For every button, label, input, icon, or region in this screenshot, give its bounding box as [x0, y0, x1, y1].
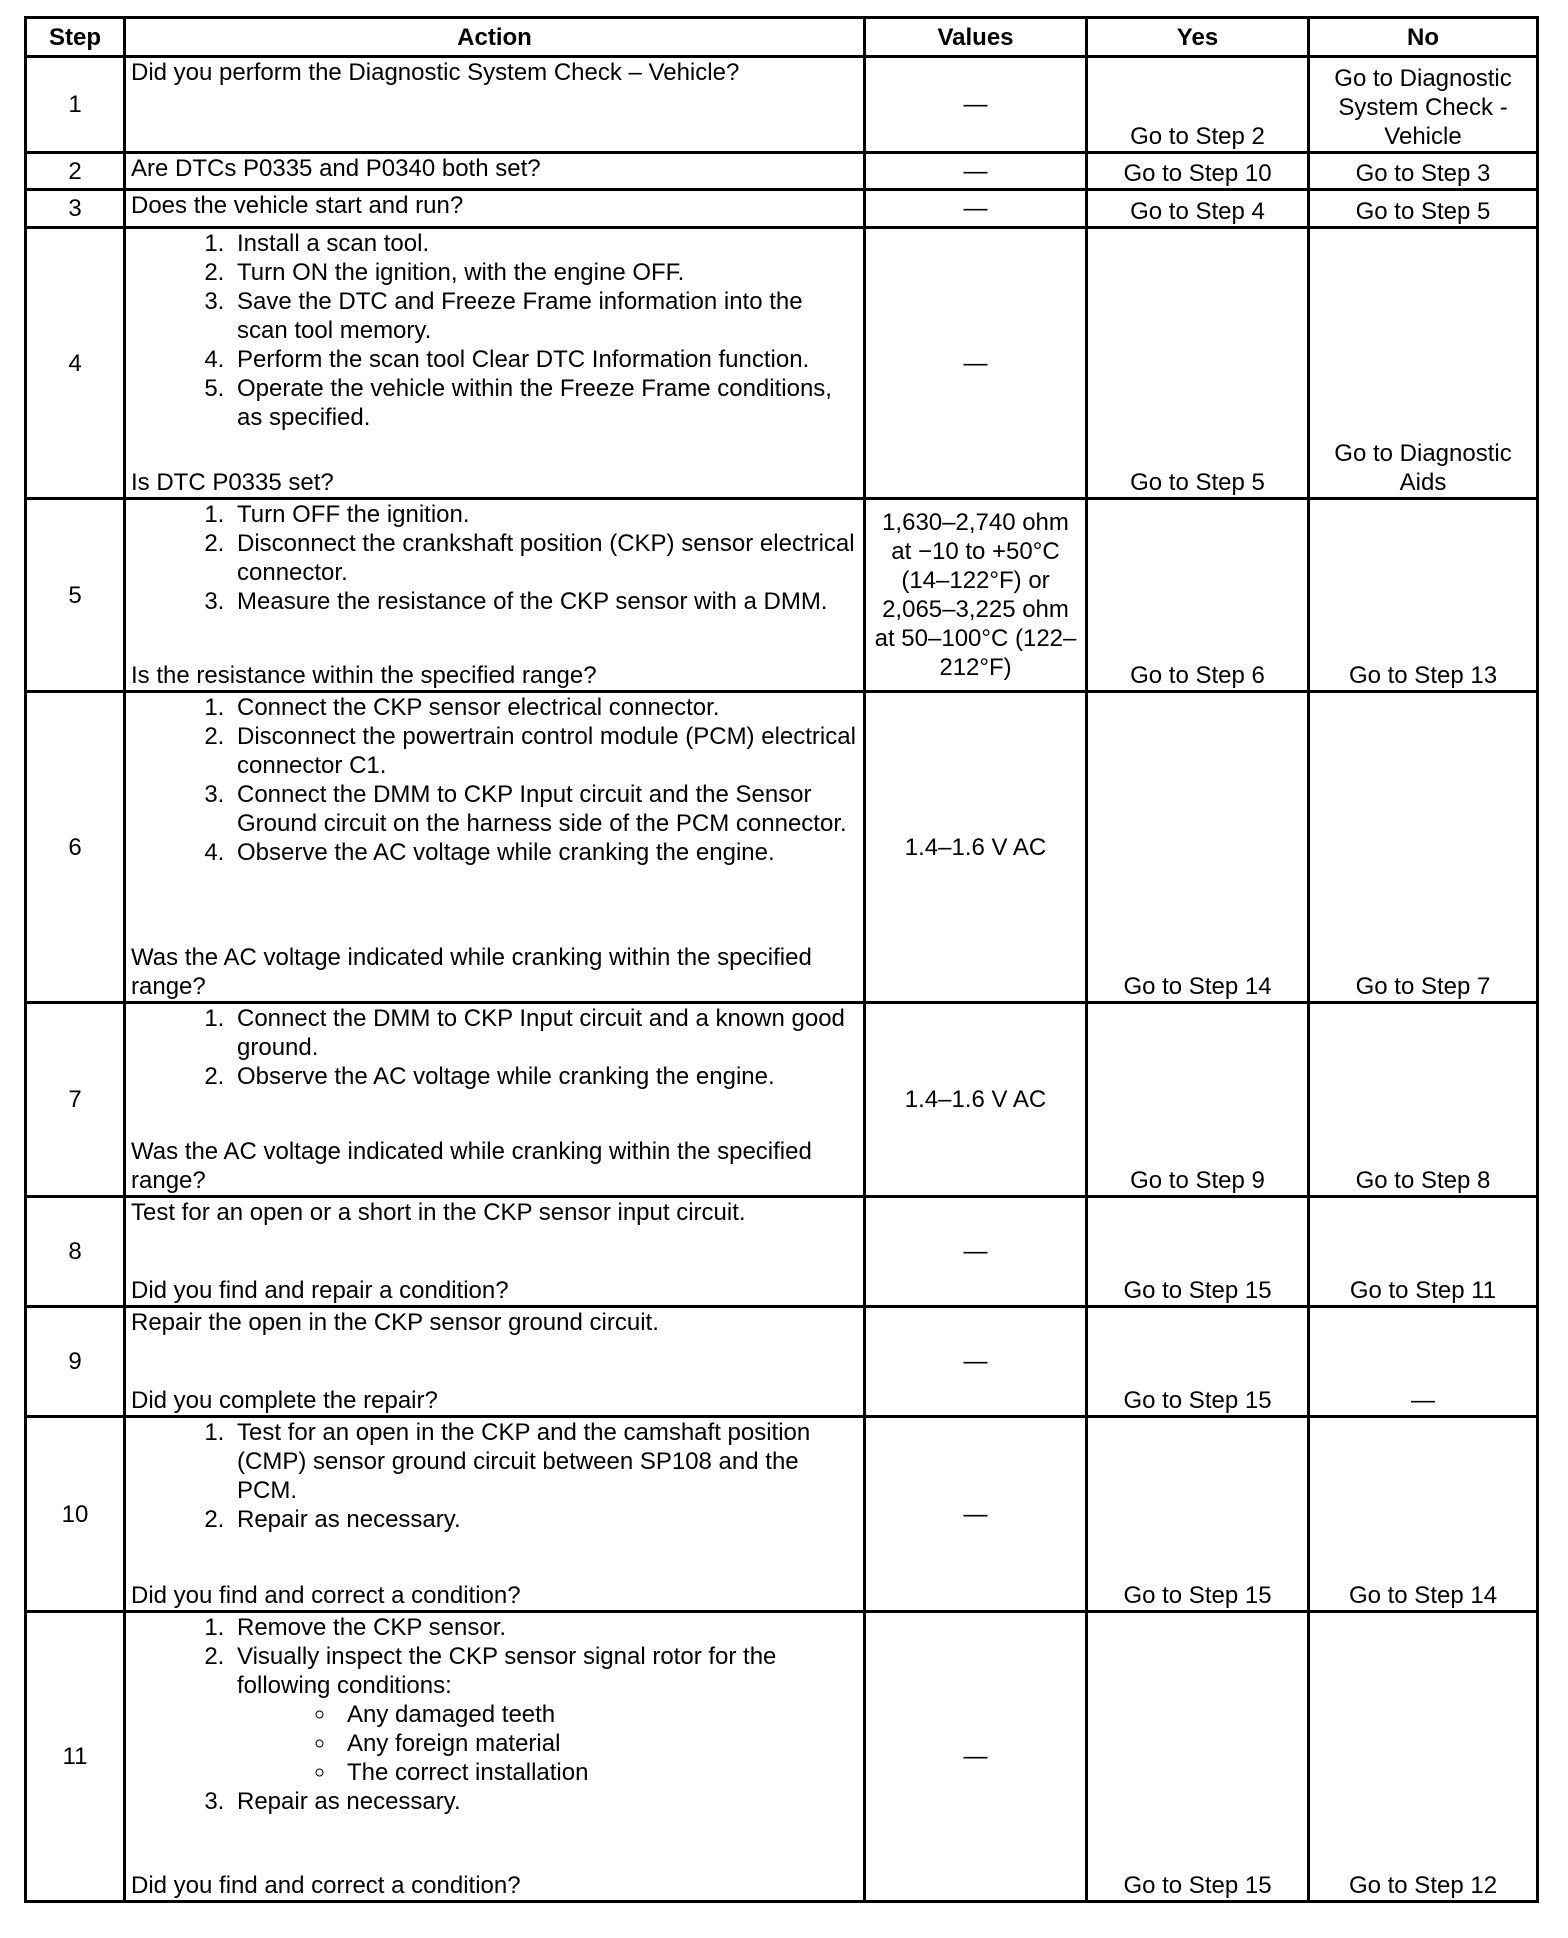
action-step [231, 838, 858, 867]
action-step-text: Turn ON the ignition, with the engine OFF. [237, 259, 685, 286]
yes-cell: Go to Step 15 [1087, 1417, 1309, 1612]
action-content [131, 191, 858, 226]
condition-item: ◦ Any damaged teeth [337, 1700, 858, 1729]
values-cell: 1,630–2,740 ohm at −10 to +50°C (14–122°F) or 2,065–3,225 ohm at 50–100°C (122–212°F) [865, 499, 1087, 692]
yes-cell: Go to Step 2 [1087, 57, 1309, 153]
action-cell [125, 153, 865, 190]
action-cell [125, 57, 865, 153]
values-cell: — [865, 228, 1087, 499]
header-no: No [1309, 18, 1538, 57]
yes-cell: Go to Step 4 [1087, 190, 1309, 228]
action-body [131, 1418, 858, 1534]
action-step-text: Test for an open in the CKP and the camshaft position (CMP) sensor ground circuit between SP108 and the PCM. [237, 1419, 811, 1504]
action-step [231, 500, 858, 529]
table-row [26, 190, 1538, 228]
action-cell [125, 190, 865, 228]
yes-cell: Go to Step 15 [1087, 1197, 1309, 1307]
action-content [131, 229, 858, 497]
no-cell: Go to Step 11 [1309, 1197, 1538, 1307]
yes-cell: Go to Step 9 [1087, 1003, 1309, 1197]
action-step-text: Visually inspect the CKP sensor signal rotor for the following conditions: [237, 1643, 777, 1699]
table-row [26, 153, 1538, 190]
action-steps-list [131, 1613, 858, 1816]
action-step-text: Repair as necessary. [237, 1506, 461, 1533]
action-body [131, 693, 858, 867]
yes-cell: Go to Step 14 [1087, 692, 1309, 1003]
action-question: Did you find and repair a condition? [131, 1277, 509, 1304]
action-step [231, 1613, 858, 1642]
action-body [131, 1004, 858, 1091]
step-number: 5 [26, 499, 125, 692]
table-row [26, 499, 1538, 692]
action-step-text: Operate the vehicle within the Freeze Frame conditions, as specified. [237, 375, 832, 431]
action-step-text: Save the DTC and Freeze Frame information into the scan tool memory. [237, 288, 803, 344]
action-cell [125, 1197, 865, 1307]
values-cell: 1.4–1.6 V AC [865, 1003, 1087, 1197]
action-content [131, 1004, 858, 1195]
action-body [131, 1613, 858, 1816]
condition-item: ◦ The correct installation [337, 1758, 858, 1787]
action-cell [125, 692, 865, 1003]
action-step [231, 780, 858, 838]
action-step-text: Repair as necessary. [237, 1788, 461, 1815]
action-step-text: Install a scan tool. [237, 230, 430, 257]
action-step [231, 693, 858, 722]
step-number: 11 [26, 1612, 125, 1902]
table-row [26, 1197, 1538, 1307]
action-step [231, 1062, 858, 1091]
action-step [231, 229, 858, 258]
no-cell: — [1309, 1307, 1538, 1417]
action-content [131, 693, 858, 1001]
yes-cell: Go to Step 6 [1087, 499, 1309, 692]
no-cell: Go to Step 12 [1309, 1612, 1538, 1902]
action-step-text: Observe the AC voltage while cranking the engine. [237, 1063, 775, 1090]
action-step [231, 287, 858, 345]
action-cell [125, 1612, 865, 1902]
action-content [131, 1308, 858, 1415]
action-body [131, 1198, 858, 1227]
step-number: 7 [26, 1003, 125, 1197]
action-step-text: Connect the DMM to CKP Input circuit and the Sensor Ground circuit on the harness side of the PCM connector. [237, 781, 847, 837]
action-question: Was the AC voltage indicated while cranking within the specified range? [131, 1138, 812, 1194]
action-cell [125, 1417, 865, 1612]
action-step [231, 529, 858, 587]
action-step [231, 1505, 858, 1534]
table-row [26, 228, 1538, 499]
values-cell: — [865, 57, 1087, 153]
action-body [131, 191, 858, 220]
action-question: Did you find and correct a condition? [131, 1872, 521, 1899]
action-body [131, 154, 858, 183]
header-yes: Yes [1087, 18, 1309, 57]
action-intro: Did you perform the Diagnostic System Check – Vehicle? [131, 59, 740, 86]
action-content [131, 154, 858, 188]
header-action: Action [125, 18, 865, 57]
step-number: 3 [26, 190, 125, 228]
action-step-text: Measure the resistance of the CKP sensor with a DMM. [237, 588, 828, 615]
action-intro: Test for an open or a short in the CKP sensor input circuit. [131, 1199, 746, 1226]
table-row [26, 1612, 1538, 1902]
action-step [231, 1418, 858, 1505]
action-step-text: Observe the AC voltage while cranking the engine. [237, 839, 775, 866]
table-row [26, 1307, 1538, 1417]
step-number: 9 [26, 1307, 125, 1417]
action-question: Is DTC P0335 set? [131, 469, 334, 496]
yes-cell: Go to Step 10 [1087, 153, 1309, 190]
yes-cell: Go to Step 15 [1087, 1307, 1309, 1417]
action-question: Is the resistance within the specified range? [131, 662, 597, 689]
action-content [131, 500, 858, 690]
action-step [231, 587, 858, 616]
action-step [231, 345, 858, 374]
values-cell: — [865, 1612, 1087, 1902]
values-cell: 1.4–1.6 V AC [865, 692, 1087, 1003]
condition-item: ◦ Any foreign material [337, 1729, 858, 1758]
action-steps-list [131, 693, 858, 867]
action-step-text: Disconnect the powertrain control module (PCM) electrical connector C1. [237, 723, 856, 779]
action-body [131, 500, 858, 616]
action-step [231, 1004, 858, 1062]
action-step-text: Connect the DMM to CKP Input circuit and a known good ground. [237, 1005, 845, 1061]
action-step-text: Connect the CKP sensor electrical connector. [237, 694, 720, 721]
step-number: 6 [26, 692, 125, 1003]
action-body [131, 58, 858, 87]
action-cell [125, 499, 865, 692]
yes-cell: Go to Step 5 [1087, 228, 1309, 499]
action-content [131, 1198, 858, 1305]
action-step-text: Disconnect the crankshaft position (CKP) sensor electrical connector. [237, 530, 855, 586]
table-row [26, 57, 1538, 153]
step-number: 2 [26, 153, 125, 190]
action-content [131, 1613, 858, 1900]
action-body [131, 229, 858, 432]
diagnostic-table [24, 16, 1539, 1903]
no-cell: Go to Diagnostic System Check - Vehicle [1309, 57, 1538, 153]
action-body [131, 1308, 858, 1337]
values-cell: — [865, 1307, 1087, 1417]
header-step: Step [26, 18, 125, 57]
step-number: 8 [26, 1197, 125, 1307]
action-question: Did you complete the repair? [131, 1387, 438, 1414]
action-step-text: Remove the CKP sensor. [237, 1614, 507, 1641]
action-cell [125, 1003, 865, 1197]
action-content [131, 1418, 858, 1610]
action-steps-list [131, 500, 858, 616]
values-cell: — [865, 1197, 1087, 1307]
action-step-text: Turn OFF the ignition. [237, 501, 470, 528]
action-intro: Are DTCs P0335 and P0340 both set? [131, 155, 541, 182]
no-cell: Go to Step 14 [1309, 1417, 1538, 1612]
table-row [26, 692, 1538, 1003]
action-intro: Repair the open in the CKP sensor ground circuit. [131, 1309, 659, 1336]
step-number: 10 [26, 1417, 125, 1612]
no-cell: Go to Step 7 [1309, 692, 1538, 1003]
values-cell: — [865, 1417, 1087, 1612]
action-steps-list [131, 1418, 858, 1534]
action-step [231, 722, 858, 780]
no-cell: Go to Step 8 [1309, 1003, 1538, 1197]
table-row [26, 1417, 1538, 1612]
action-cell [125, 1307, 865, 1417]
values-cell: — [865, 190, 1087, 228]
yes-cell: Go to Step 15 [1087, 1612, 1309, 1902]
action-steps-list [131, 229, 858, 432]
step-number: 1 [26, 57, 125, 153]
action-step [231, 374, 858, 432]
condition-list [237, 1700, 858, 1787]
action-step [231, 1787, 858, 1816]
action-step [231, 258, 858, 287]
action-step [231, 1642, 858, 1787]
no-cell: Go to Diagnostic Aids [1309, 228, 1538, 499]
action-intro: Does the vehicle start and run? [131, 192, 464, 219]
no-cell: Go to Step 13 [1309, 499, 1538, 692]
action-question: Was the AC voltage indicated while cranking within the specified range? [131, 944, 812, 1000]
values-cell: — [865, 153, 1087, 190]
no-cell: Go to Step 3 [1309, 153, 1538, 190]
action-steps-list [131, 1004, 858, 1091]
no-cell: Go to Step 5 [1309, 190, 1538, 228]
header-row [26, 18, 1538, 57]
action-step-text: Perform the scan tool Clear DTC Information function. [237, 346, 810, 373]
action-content [131, 58, 858, 151]
table-row [26, 1003, 1538, 1197]
step-number: 4 [26, 228, 125, 499]
header-values: Values [865, 18, 1087, 57]
action-question: Did you find and correct a condition? [131, 1582, 521, 1609]
action-cell [125, 228, 865, 499]
